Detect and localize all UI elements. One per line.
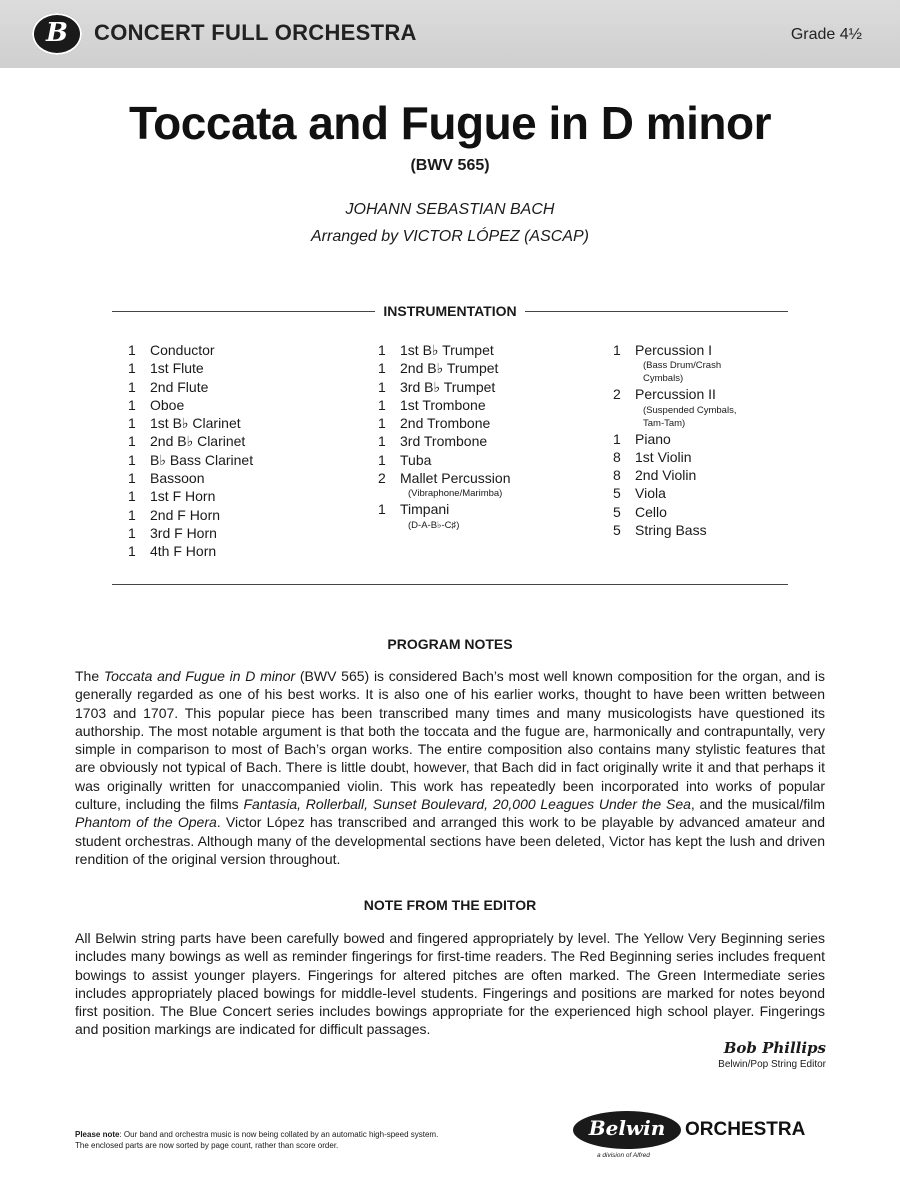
instrument-row [613,466,813,484]
header-bar [0,0,900,68]
instrument-name: 1st Violin [635,448,692,465]
instrument-row [128,542,348,560]
instrument-detail: (Suspended Cymbals, [643,404,737,416]
instrument-count: 1 [378,360,386,377]
composer: JOHANN SEBASTIAN BACH [345,201,555,218]
catalog-number: (BWV 565) [410,157,490,174]
instrument-count: 5 [613,503,621,520]
belwin-orchestra-logo [573,1107,833,1159]
instrument-count: 1 [128,360,136,377]
instrument-count: 1 [128,506,136,523]
instrument-name: 1st B♭ Trumpet [400,342,494,358]
instrument-name: String Bass [635,522,707,539]
footer-note: Please note: Our band and orchestra music is now being collated by an automatic high-speed system. The enclosed parts are now sorted by page count, rather than score order. [75,1130,439,1150]
instrument-row [378,396,608,414]
instrument-row [378,432,608,450]
instrument-row [128,506,348,524]
editor-note-heading: NOTE FROM THE EDITOR [363,897,537,913]
instrument-count: 1 [378,396,386,413]
instrument-name: 4th F Horn [150,543,217,560]
instrument-count: 1 [378,342,386,358]
instrument-count: 1 [378,415,386,432]
instrument-row [128,378,348,396]
instrument-row [613,385,813,403]
belwin-script-logo-icon: Belwin [573,1111,681,1149]
editor-title: Belwin/Pop String Editor [718,1059,826,1070]
brand-division: a division of Alfred [597,1152,650,1159]
instrument-name: Oboe [150,396,185,413]
instrument-detail: (Vibraphone/Marimba) [408,488,503,500]
instrument-row [128,451,348,469]
instrument-row [378,500,608,518]
instrument-row [613,341,813,359]
instrument-row [128,396,348,414]
instrument-count: 1 [128,433,136,450]
instrument-name: 3rd B♭ Trumpet [400,378,496,395]
instrument-detail: Tam-Tam) [643,417,686,429]
instrument-count: 2 [613,386,621,403]
instrument-row [613,484,813,502]
instrument-count: 8 [613,448,621,465]
instrument-count: 1 [128,524,136,541]
instrument-count: 1 [613,430,621,447]
instrument-count: 1 [613,342,621,358]
instrument-row [128,414,348,432]
instrument-count: 1 [378,433,386,450]
instrument-row [613,503,813,521]
instrument-name: Bassoon [150,470,205,487]
instrument-name: Percussion II [635,386,716,403]
program-notes-text: The Toccata and Fugue in D minor (BWV 565) is considered Bach’s most well known composition for the organ, and is generally regarded as one of his best works. It is also one of his earlier works, thought to have been written between 1703 and 1707. This popular piece has been transcribed many times and many musicologists have questioned its authorship. The most notable argument is that both the toccata and the fugue are, harmonically and contrapuntally, very simple in comparison to most of Bach’s organ works. The entire composition also contains many stylistic features that are obviously not typical of Bach. There is little doubt, however, that Bach did in fact originally write it and that perhaps it was originally written for unaccompanied violin. This work has repeatedly been incorporated into works of popular culture, including the films Fantasia, Rollerball, Sunset Boulevard, 20,000 Leagues Under the Sea, and the musical/film Phantom of the Opera. Victor López has transcribed and arranged this work to be playable by advanced amateur and student orchestras. Although many of the developmental sections have been deleted, Victor has kept the lush and driven rendition of the original version throughout. [75,668,826,867]
instrument-detail: Cymbals) [643,373,684,385]
instrument-count: 5 [613,485,621,502]
instrumentation-bottom-rule [112,584,788,585]
instrument-count: 2 [378,470,386,487]
instrument-name: Piano [635,430,671,447]
instrument-name: 1st Flute [150,360,204,377]
instrument-row [128,341,348,359]
instrument-count: 1 [378,378,386,395]
instrument-count: 1 [378,451,386,468]
instrument-name: 2nd Flute [150,378,209,395]
instrument-row [613,448,813,466]
instrument-count: 1 [378,501,386,518]
instrument-row [613,521,813,539]
arranger: Arranged by VICTOR LÓPEZ (ASCAP) [310,228,589,245]
instrument-row [128,469,348,487]
instrument-name: B♭ Bass Clarinet [150,451,254,468]
instrument-row [378,451,608,469]
instrument-name: Tuba [400,451,432,468]
instrument-count: 1 [128,451,136,468]
instrument-count: 1 [128,378,136,395]
instrument-count: 5 [613,522,621,539]
instrument-name: 2nd B♭ Clarinet [150,433,246,450]
instrument-name: 3rd F Horn [150,524,217,541]
instrument-row [128,432,348,450]
brand-wordmark: ORCHESTRA [685,1119,806,1140]
instrument-count: 8 [613,467,621,484]
instrument-detail: (Bass Drum/Crash [643,360,722,372]
instrumentation-column-3 [613,341,813,539]
instrument-row [613,430,813,448]
instrument-row [128,524,348,542]
instrument-name: Mallet Percussion [400,470,511,487]
instrumentation-heading [112,302,788,322]
instrument-name: 2nd F Horn [150,506,221,523]
instrument-name: Percussion I [635,342,713,358]
instrument-count: 1 [128,543,136,560]
instrument-name: 2nd Trombone [400,415,491,432]
program-notes-heading: PROGRAM NOTES [387,636,513,652]
instrument-detail: (D-A-B♭-C♯) [408,519,460,531]
instrument-row [378,359,608,377]
instrumentation-column-2 [378,341,608,532]
instrument-count: 1 [128,342,136,358]
instrument-count: 1 [128,470,136,487]
editor-note-text: All Belwin string parts have been carefully bowed and fingered appropriately by level. The Yellow Very Beginning series includes many bowings as well as reminder fingerings for first-time readers. The Red Beginning series includes frequent bowings to assist younger players. Fingerings for altered pitches are often marked. The Green Intermediate series includes appropriately placed bowings for middle-level students. Fingerings and positions are marked for notes beyond first position. The Blue Concert series includes bowings appropriate for the experienced high school player. Fingerings and position markings are indicated for difficult passages. [75,930,825,1038]
instrumentation-label: INSTRUMENTATION [375,303,524,319]
instrument-name: Cello [635,503,667,520]
instrument-row [378,414,608,432]
instrument-name: 3rd Trombone [400,433,488,450]
instrument-row [378,469,608,487]
instrument-name: Viola [635,485,666,502]
instrument-name: 2nd B♭ Trumpet [400,360,499,377]
instrument-count: 1 [128,396,136,413]
instrument-name: 1st Trombone [400,396,486,413]
instrument-name: Conductor [150,342,215,358]
belwin-logo-icon: B [32,13,82,55]
grade-label: Grade 4½ [790,26,862,43]
instrument-count: 1 [128,415,136,432]
editor-signature: Bob Phillips [723,1039,826,1057]
piece-title: Toccata and Fugue in D minor [129,97,771,149]
instrument-name: 2nd Violin [635,467,697,484]
instrument-name: Timpani [400,501,450,518]
instrumentation-column-1 [128,341,348,561]
instrument-count: 1 [128,488,136,505]
instrument-name: 1st B♭ Clarinet [150,415,241,432]
instrument-name: 1st F Horn [150,488,216,505]
instrument-row [378,378,608,396]
instrument-row [128,487,348,505]
series-title: CONCERT FULL ORCHESTRA [94,20,417,45]
instrument-row [378,341,608,359]
instrument-row [128,359,348,377]
